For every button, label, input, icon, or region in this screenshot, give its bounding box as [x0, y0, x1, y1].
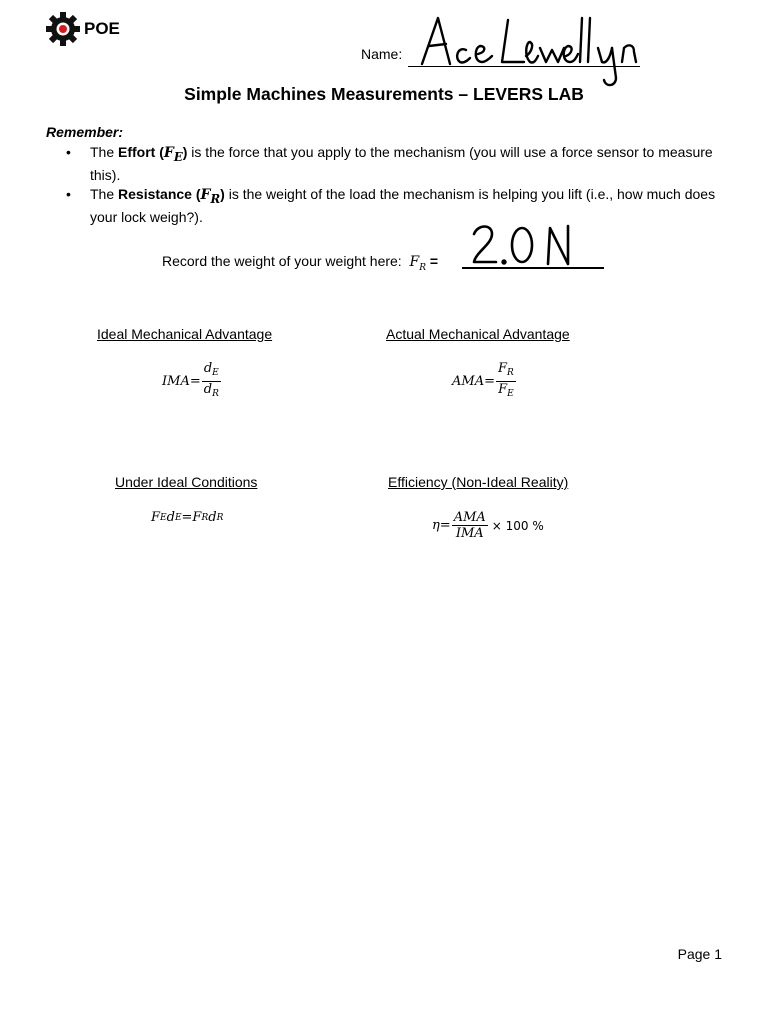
formula-lhs: AMA: [452, 374, 485, 389]
subscript: R: [216, 512, 224, 523]
ama-heading: Actual Mechanical Advantage: [386, 326, 570, 342]
record-label: Record the weight of your weight here:: [162, 253, 402, 269]
symbol: F: [192, 510, 202, 525]
symbol: d: [166, 510, 175, 525]
ideal-conditions-heading: Under Ideal Conditions: [115, 474, 258, 490]
symbol: F: [151, 510, 161, 525]
numerator: d: [203, 361, 213, 376]
symbol-sub: R: [419, 262, 426, 273]
subscript: E: [212, 368, 219, 378]
logo-text: POE: [84, 19, 120, 38]
subscript: R: [201, 512, 209, 523]
denominator: d: [203, 382, 213, 397]
term-effort: Effort (: [118, 144, 164, 160]
formula-lhs: IMA: [162, 374, 190, 389]
page-number: Page 1: [677, 946, 722, 962]
term-resistance: Resistance (: [118, 185, 201, 202]
denominator: IMA: [455, 526, 484, 541]
handwritten-answer: [470, 222, 580, 270]
page-title: Simple Machines Measurements – LEVERS LAB: [184, 84, 584, 104]
efficiency-heading: Efficiency (Non-Ideal Reality): [388, 474, 569, 490]
list-item: [66, 143, 726, 184]
subscript: E: [507, 389, 514, 399]
bullet-text: is the force that you apply to the mechanism (you will use a force sensor to measure this).: [90, 144, 713, 183]
subscript: E: [160, 512, 167, 523]
fraction: [202, 361, 221, 402]
symbol: F: [163, 145, 174, 161]
list-item: [66, 185, 726, 226]
bullet-icon: •: [66, 144, 71, 160]
bullet-text: The: [90, 144, 119, 160]
equals-sign: =: [484, 374, 495, 389]
remember-list: [66, 143, 726, 227]
fraction: [452, 510, 488, 541]
handwritten-signature: [420, 8, 670, 88]
subscript: R: [507, 368, 514, 378]
term-close: ): [182, 144, 188, 160]
numerator: F: [498, 361, 508, 376]
ama-formula: [452, 361, 517, 402]
subscript: R: [212, 389, 219, 399]
ima-heading: Ideal Mechanical Advantage: [97, 326, 273, 342]
ima-formula: [162, 361, 222, 402]
term-close: ): [220, 185, 225, 202]
equals-sign: =: [439, 518, 451, 533]
name-label: Name:: [361, 46, 403, 62]
symbol: d: [208, 510, 217, 525]
remember-heading: Remember:: [46, 124, 124, 140]
symbol-sub: R: [210, 191, 221, 206]
formula-lhs: η: [432, 518, 440, 533]
ideal-formula: [151, 510, 223, 525]
subscript: E: [174, 512, 182, 523]
symbol: F: [409, 254, 420, 270]
efficiency-formula: [432, 510, 544, 541]
bullet-text: is the weight of the load the mechanism is helping you lift (i.e., how much does your lock weigh?).: [90, 185, 716, 225]
bullet-icon: •: [66, 185, 71, 202]
symbol: F: [200, 186, 211, 203]
record-weight-row: [162, 253, 438, 273]
bullet-text: The: [90, 185, 119, 202]
equals-sign: =: [429, 253, 439, 269]
numerator: AMA: [453, 510, 486, 525]
equals-sign: =: [189, 374, 201, 389]
formula-tail: × 100 %: [491, 518, 544, 533]
poe-logo: [44, 10, 120, 48]
equals-sign: =: [181, 510, 193, 525]
gear-icon: [44, 10, 82, 48]
denominator: F: [498, 382, 508, 397]
fraction: [496, 361, 516, 402]
symbol-sub: E: [173, 149, 183, 164]
